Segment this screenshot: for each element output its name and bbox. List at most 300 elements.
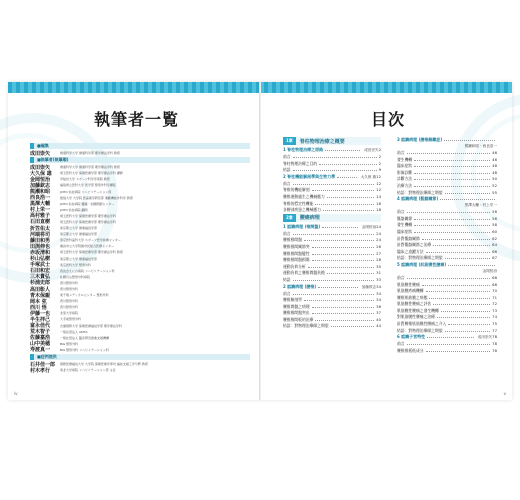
entry-title: 發生機轉 — [397, 156, 413, 162]
entry-title: 腰椎椎間盤損傷 — [283, 257, 310, 263]
author-name: 石田和宏 — [30, 268, 51, 275]
leader-dots — [433, 301, 490, 305]
page-ref: 55 — [492, 189, 497, 195]
toc-entry — [397, 176, 497, 183]
leader-dots — [414, 222, 490, 226]
section-author: 加藤欽志 — [361, 284, 377, 289]
author-name: 村木孝行 — [30, 367, 51, 374]
author-name: 青木保親 — [30, 292, 51, 299]
toc-entry — [397, 209, 497, 216]
toc-entry — [397, 348, 497, 355]
leader-dots — [312, 257, 375, 261]
author-affiliation: 東京都立大学 健康福祉学部 — [60, 226, 97, 231]
page-ref: 56 — [492, 209, 497, 215]
author-name: 金岡恒治 — [30, 176, 51, 183]
author-affiliation: 札幌円山整形外科病院 — [60, 274, 91, 279]
section-label: ■症例提供 — [30, 354, 250, 360]
section-author: 成田崇矢 — [364, 148, 379, 152]
author-affiliation: 徳島大学 大学院 医歯薬学研究部 運動機能外科学 教授 — [60, 195, 133, 200]
leader-dots — [448, 321, 490, 325]
entry-title: 肌筋膜性腰痛之評估 — [397, 301, 432, 307]
author-row — [30, 347, 250, 353]
author-affiliation: JCHO 仙台病院 顧問 — [60, 207, 88, 212]
author-affiliation: 西川整形外科 — [60, 299, 79, 304]
leader-dots — [414, 216, 490, 220]
leader-dots — [414, 229, 490, 233]
entry-title: 結語：對物理治療師之期望 — [397, 327, 443, 333]
page-ref: 46 — [492, 150, 497, 155]
entry-title: 臨床症狀 — [397, 228, 413, 234]
entry-title: 前言 — [397, 274, 405, 280]
toc-entry — [283, 270, 381, 277]
toc-entry — [283, 194, 381, 201]
leader-dots — [325, 147, 360, 151]
author-row — [30, 150, 250, 156]
author-name: 伊藤一也 — [30, 310, 51, 317]
author-name: 西川 悟 — [30, 304, 47, 311]
right-page — [261, 93, 512, 400]
leader-dots — [414, 157, 490, 161]
page-ref: 68 — [492, 274, 497, 280]
author-name: 黒澤大輔 — [30, 201, 51, 208]
leader-dots — [312, 187, 375, 191]
page-ref: 26 — [376, 243, 381, 249]
authors-list — [30, 142, 250, 373]
author-name: 成田崇矢 — [30, 164, 51, 171]
section-heading — [397, 137, 497, 144]
author-affiliation: 東京都立大学 健康福祉学部 — [60, 232, 97, 237]
leader-dots — [445, 328, 491, 332]
author-name: 村上栄一 — [30, 207, 51, 214]
toc-entry — [283, 310, 381, 317]
page-ref: 58 — [492, 222, 497, 228]
leader-dots — [322, 224, 358, 228]
entry-title: 結語 — [283, 167, 291, 173]
entry-title: 針對骶髂關節 — [397, 235, 420, 241]
section-title: 4 認識病理 (骶髂關節) — [397, 196, 439, 202]
page-ref: 37 — [376, 310, 381, 316]
section-heading — [283, 224, 381, 231]
entry-title: 腰椎椎間關節突 — [283, 243, 310, 249]
entry-title: 脊椎的機能解剖 — [283, 187, 310, 193]
toc-column-2 — [397, 137, 497, 354]
page-ref: 24 — [376, 223, 381, 229]
leader-dots — [407, 209, 491, 213]
entry-title: 結語：對物理治療師之期望 — [283, 323, 329, 329]
toc-entry — [283, 323, 381, 330]
author-affiliation: 吉備国際大学 保健医療福祉学部 理学療法学科 — [60, 323, 122, 328]
leader-dots — [293, 167, 377, 171]
page-ref: 62 — [492, 235, 497, 241]
page-ref: 9 — [378, 167, 381, 173]
author-affiliation: 国際医療福祉大学 大学院 保健医療学専攻 福祉支援工学分野 教授 — [60, 362, 148, 367]
author-affiliation: 西川整形外科 — [60, 280, 79, 285]
page-ref: 50 — [492, 176, 497, 182]
page-ref: 52 — [492, 182, 497, 188]
author-name: 手塚武士 — [30, 262, 51, 269]
entry-title: 結語：對物理治療師之期望 — [397, 255, 443, 261]
author-affiliation: 東北大学病院 リハビリテーション部 主任 — [60, 368, 116, 373]
entry-title: 結語 — [283, 276, 291, 282]
entry-title: 腰椎解剖學 — [283, 297, 302, 303]
page-ref: 78 — [492, 334, 497, 340]
entry-title: 前言 — [283, 154, 291, 159]
page-ref: 36 — [376, 303, 381, 309]
toc-entry — [283, 317, 381, 324]
section-title: 6 認識子宮特性 — [397, 334, 426, 340]
page-ref: 12 — [376, 173, 381, 179]
page-ref: 68 — [492, 281, 497, 287]
leader-dots — [414, 176, 490, 180]
leader-dots — [308, 264, 374, 268]
leader-dots — [445, 190, 491, 194]
toc-entry — [397, 229, 497, 236]
toc-entry — [397, 301, 497, 308]
chapter-name: 腰痛病理 — [299, 215, 320, 222]
page-ref: 2 — [378, 147, 381, 152]
author-name: 岡本 弦 — [30, 298, 47, 305]
page-ref: 30 — [376, 263, 381, 269]
page-ref: 56 — [492, 215, 497, 221]
leader-dots — [429, 295, 490, 299]
author-affiliation: 健康科学大学 健康科学部 理学療法学科 教授 — [60, 165, 120, 170]
author-affiliation: 埼玉医科大学 保健医療学部 理学療法学科 教授 — [60, 250, 123, 255]
toc-entry — [397, 308, 497, 315]
section-author: 大久保 雄 — [360, 174, 377, 179]
toc-entry — [397, 249, 497, 256]
toc-entry — [397, 321, 497, 328]
toc-entry — [397, 216, 497, 223]
author-affiliation: BiG 整形外科 — [60, 341, 79, 346]
author-name: 石井佳一郎 — [30, 361, 56, 368]
page-number-left: iv — [14, 391, 18, 396]
author-affiliation: JCHO 仙台病院 リハビリテーション部 — [60, 189, 112, 194]
section-title: 1 脊柱物理治療之原路 — [283, 147, 324, 152]
toc-entry — [397, 275, 497, 282]
leader-dots — [319, 161, 376, 165]
page-ref: 64 — [492, 242, 497, 248]
leader-dots — [426, 288, 491, 292]
toc-entry — [283, 257, 381, 264]
toc-entry — [283, 231, 381, 238]
section-title: 3 認識病理 (腰椎解離症) — [397, 137, 443, 142]
page-ref: 2 — [378, 160, 381, 166]
author-name: 石田直樹 — [30, 219, 51, 226]
author-name: 折笠佑太 — [30, 225, 51, 232]
entry-title: 針對骶髂關節之治療 — [397, 242, 432, 248]
page-ref: 71 — [492, 294, 497, 300]
author-affiliation: 早稲田大学 スポーツ科学学術院 教授 — [60, 177, 110, 182]
section-heading — [283, 284, 381, 291]
leader-dots — [414, 183, 490, 187]
page-ref: 33 — [376, 276, 381, 282]
section-heading — [283, 147, 381, 154]
leader-dots — [293, 154, 377, 158]
leader-dots — [312, 244, 375, 248]
leader-dots — [426, 249, 491, 253]
leader-dots — [407, 275, 491, 279]
page-ref: 28 — [376, 257, 381, 263]
author-name: 加藤欽志 — [30, 182, 51, 189]
entry-title: 前言 — [397, 341, 405, 347]
author-affiliation: 東京医科大学 整形外科 — [60, 262, 91, 267]
toc-entry — [283, 297, 381, 304]
entry-title: 前言 — [283, 180, 291, 186]
left-page — [8, 93, 259, 400]
entry-title: 各腰部疾患之機械應力 — [283, 207, 321, 213]
author-name: 西良浩一 — [30, 195, 51, 202]
leader-dots — [304, 237, 374, 241]
book-spread — [8, 82, 512, 400]
author-name: 大久保 雄 — [30, 170, 52, 177]
toc-entry — [397, 242, 497, 249]
author-affiliation: 東千葉メディカルセンター 整形外科 — [60, 293, 109, 298]
author-name: 山中美穂 — [30, 341, 51, 348]
author-name: 三木貴弘 — [30, 274, 51, 281]
page-ref: 77 — [492, 327, 497, 333]
toc-entry — [397, 163, 497, 170]
section-title: 2 脊柱機能解剖學與生物力學 — [283, 173, 336, 179]
entry-title: 治療方法 — [397, 182, 413, 188]
entry-title: 腰椎運動處生之機械應力 — [283, 193, 325, 199]
entry-title: 腰椎椎間盤 — [283, 237, 302, 243]
section-author: 成田崇矢 — [477, 335, 493, 340]
section-label: ■編集 — [30, 143, 250, 149]
page-ref: 66 — [492, 248, 497, 254]
author-affiliation: BiG 整形外科 リハビリテーション科 — [60, 347, 109, 352]
page-ref: 27 — [376, 250, 381, 256]
leader-dots — [312, 251, 375, 255]
entry-title: 肌筋膜疼痛機轉 — [397, 288, 424, 294]
page-ref: 70 — [492, 288, 497, 294]
page-ref: 18 — [376, 207, 381, 213]
leader-dots — [315, 201, 374, 205]
toc-title: 目次 — [371, 110, 406, 129]
section-authors: 黒澤大輔・村上栄一 — [464, 203, 497, 208]
page-ref: 74 — [492, 314, 497, 320]
chapter-heading — [283, 214, 381, 222]
page-ref: 73 — [492, 307, 497, 313]
page-number-right: v — [503, 391, 506, 396]
page-ref: 2 — [378, 154, 381, 159]
entry-title: 腰椎椎板低成分 — [397, 347, 424, 353]
page-ref: 34 — [376, 283, 381, 289]
leader-dots — [448, 262, 495, 266]
leader-dots — [433, 242, 490, 246]
leader-dots — [293, 231, 375, 235]
author-affiliation: 福島県立医科大学 医学部 整形外科学講座 — [60, 183, 116, 188]
entry-title: 臨床症狀 — [397, 163, 413, 169]
toc-entry — [283, 304, 381, 311]
author-name: 成田崇矢 — [30, 150, 51, 157]
entry-title: 肌筋膜性腰痛 — [397, 281, 420, 287]
chapter-number: 1章 — [283, 137, 296, 145]
page-ref: 14 — [376, 193, 381, 199]
toc-entry — [397, 314, 497, 321]
toc-entry — [397, 255, 497, 262]
toc-entry — [283, 181, 381, 188]
toc-entry — [397, 222, 497, 229]
leader-dots — [441, 308, 490, 312]
section-label: ■執筆者(執筆順) — [30, 157, 250, 163]
author-affiliation: 健康科学大学 健康科学部 理学療法学科 教授 — [60, 151, 120, 156]
entry-title: 腰椎椎間盤突出 — [283, 310, 310, 316]
section-title: 1 認識病理 (椎間盤) — [283, 223, 321, 229]
entry-title: 腰椎椎間板的治療 — [283, 316, 314, 322]
author-affiliation: 横浜市立大学附属市民総合医療センター — [60, 244, 114, 249]
author-affiliation: 我汝会えにわ病院 リハビリテーション科 — [60, 268, 115, 273]
page-ref: 40 — [376, 316, 381, 322]
entry-title: 腰椎肌筋膜之病態 — [397, 294, 428, 300]
section-heading — [397, 262, 497, 269]
leader-dots — [293, 181, 375, 185]
author-name: 藤田和男 — [30, 237, 51, 244]
author-name: 高田彰人 — [30, 286, 51, 293]
toc-entry — [283, 187, 381, 194]
leader-dots — [414, 170, 490, 174]
page-ref: 78 — [492, 347, 497, 353]
page-ref: 60 — [492, 228, 497, 234]
leader-dots — [427, 334, 474, 338]
entry-title: 肌筋膜性腰痛之發生機轉 — [397, 307, 439, 313]
entry-title: 腰椎椎間盤變性 — [283, 250, 310, 256]
leader-dots — [318, 284, 358, 288]
toc-entry — [397, 157, 497, 164]
entry-title: 前言 — [283, 290, 291, 296]
entry-title: 前言 — [283, 230, 291, 236]
toc-entry — [283, 277, 381, 284]
leader-dots — [331, 323, 375, 327]
author-name: 杉山弘樹 — [30, 256, 51, 263]
toc-column-1 — [283, 137, 381, 330]
toc-entry — [397, 170, 497, 177]
section-authors: 金岡恒治 — [482, 268, 497, 273]
leader-dots — [312, 304, 375, 308]
author-name: 半生拝己 — [30, 316, 51, 323]
leader-dots — [422, 236, 490, 240]
leader-dots — [293, 277, 375, 281]
author-name: 寿渡真一 — [30, 347, 51, 354]
toc-entry — [397, 288, 497, 295]
author-affiliation: 大手前整形外科 — [60, 317, 82, 322]
chapter-number: 2章 — [283, 214, 296, 222]
leader-dots — [327, 270, 374, 274]
author-name: 杉浦史郎 — [30, 280, 51, 287]
author-row — [30, 367, 250, 373]
page-ref: 46 — [492, 156, 497, 162]
chapter-name: 脊柱物理治療之概要 — [299, 138, 345, 145]
author-affiliation: 埼玉医科大学 保健医療学部 理学療法学科 — [60, 213, 116, 218]
leader-dots — [323, 207, 374, 211]
author-name: 荒木智子 — [30, 329, 51, 336]
author-name: 高村雅子 — [30, 213, 51, 220]
entry-title: 結語：對物理治療師之期望 — [397, 189, 443, 195]
toc-entry — [397, 282, 497, 289]
toc-entry — [283, 237, 381, 244]
toc-entry — [283, 291, 381, 298]
leader-dots — [445, 255, 491, 259]
author-affiliation: 埼玉医科大学 保健医療学部 理学療法学科 講師 — [60, 171, 123, 176]
page-ref: 24 — [376, 237, 381, 243]
section-author: 金岡恒治 — [361, 224, 377, 229]
leader-dots — [440, 196, 495, 200]
toc-entry — [283, 201, 381, 208]
entry-title: 影像診斷 — [397, 169, 413, 175]
page-ref: 72 — [492, 301, 497, 307]
author-name: 河端将司 — [30, 231, 51, 238]
leader-dots — [422, 282, 490, 286]
author-affiliation: 東京都立大学 健康福祉学部 — [60, 256, 97, 261]
author-affiliation: 埼玉医科大学 保健医療学部 理学療法学科 — [60, 219, 116, 224]
section-title: 5 認識病理 (肌筋膜性腰痛) — [397, 261, 447, 267]
leader-dots — [414, 163, 490, 167]
author-name: 赤坂清和 — [30, 249, 51, 256]
entry-title: 發生機轉 — [397, 222, 413, 228]
leader-dots — [407, 150, 491, 154]
leader-dots — [327, 194, 374, 198]
author-affiliation: 一般社団法人 臨床研究推進支援機構 — [60, 335, 109, 340]
entry-title: 運動負荷分析 — [283, 263, 306, 269]
toc-entry — [283, 167, 381, 174]
author-affiliation: 東京医科歯科大学 スポーツ医学診療センター — [60, 238, 121, 243]
page-ref: 16 — [376, 200, 381, 206]
author-affiliation: JCHO 仙台病院 腰痛・仙腸関節センター — [60, 201, 115, 206]
section-heading — [283, 174, 381, 181]
page-ref: 34 — [376, 290, 381, 296]
toc-entry — [283, 264, 381, 271]
author-affiliation: 西川整形外科 — [60, 287, 79, 292]
toc-entry — [397, 183, 497, 190]
entry-title: 對肌筋膜性腰痛之治療 — [397, 314, 435, 320]
toc-entry — [397, 341, 497, 348]
page-ref: 48 — [492, 163, 497, 169]
leader-dots — [407, 341, 491, 345]
page-ref: 48 — [492, 169, 497, 175]
leader-dots — [444, 137, 495, 141]
page-ref: 12 — [376, 180, 381, 186]
entry-title: 前言 — [397, 150, 405, 155]
section-title: 2 認識病理 (腰椎) — [283, 283, 317, 289]
section-authors: 熊瀬和昭・西良浩一 — [464, 144, 497, 148]
entry-title: 腰椎間盤之病理 — [283, 303, 310, 309]
leader-dots — [293, 291, 375, 295]
entry-title: 診斷方法 — [397, 176, 413, 182]
leader-dots — [304, 297, 374, 301]
leader-dots — [437, 314, 490, 318]
toc-entry — [283, 161, 381, 168]
page-ref: 44 — [376, 323, 381, 329]
section-heading — [397, 334, 497, 341]
author-affiliation: 北里大学病院 — [60, 311, 79, 316]
page-ref: 31 — [376, 270, 381, 276]
entry-title: 運動負荷之腰椎間盤負擔 — [283, 270, 325, 276]
chapter-heading — [283, 137, 381, 145]
page-ref: 78 — [492, 341, 497, 347]
leader-dots — [315, 317, 374, 321]
leader-dots — [426, 348, 491, 352]
toc-entry — [283, 244, 381, 251]
page-ref: 34 — [376, 297, 381, 303]
entry-title: 骶髂關節 — [397, 215, 413, 221]
author-name: 佐藤嘉浩 — [30, 335, 51, 342]
page-ref: 24 — [376, 230, 381, 236]
entry-title: 脊柱物理治療之目的 — [283, 160, 318, 166]
toc-entry — [283, 154, 381, 161]
toc-entry — [397, 150, 497, 157]
authors-title: 執筆者一覧 — [94, 110, 180, 129]
toc-entry — [283, 251, 381, 258]
author-name: 田渕伸也 — [30, 243, 51, 250]
